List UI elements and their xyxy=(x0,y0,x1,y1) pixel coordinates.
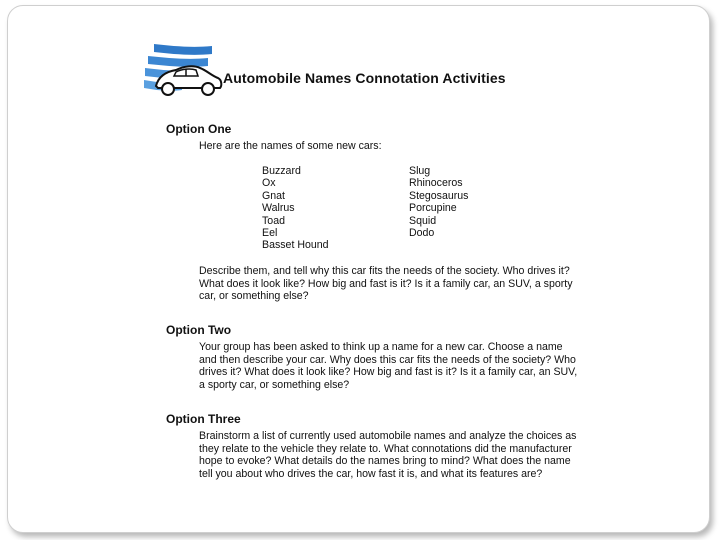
option-two-heading: Option Two xyxy=(166,323,232,337)
option-three-heading: Option Three xyxy=(166,412,241,426)
list-item: Toad xyxy=(262,214,285,227)
list-item: Stegosaurus xyxy=(409,189,469,202)
list-item: Buzzard xyxy=(262,165,301,177)
option-one-intro: Here are the names of some new cars: xyxy=(199,140,382,152)
list-item: Dodo xyxy=(409,226,435,239)
list-item: Rhinoceros xyxy=(409,177,463,190)
option-one-heading: Option One xyxy=(166,122,232,136)
car-names-left-column xyxy=(262,165,329,252)
car-with-speed-lines-icon xyxy=(142,42,224,100)
list-item: Squid xyxy=(409,214,437,227)
list-item: Porcupine xyxy=(409,202,457,215)
list-item: Eel xyxy=(262,226,278,239)
list-item: Gnat xyxy=(262,189,285,202)
option-one-prompt: Describe them, and tell why this car fits the needs of the society. Who drives it? What does it look like? How big and fast is it? Is it a family car, an SUV, a sporty car, or something else? xyxy=(199,265,573,302)
list-item: Walrus xyxy=(262,202,295,215)
document-title: Automobile Names Connotation Activities xyxy=(223,70,506,86)
list-item: Slug xyxy=(409,165,431,177)
list-item: Basset Hound xyxy=(262,239,329,252)
car-names-right-column xyxy=(409,165,468,239)
option-three-text: Brainstorm a list of currently used automobile names and analyze the choices as they relate to the vehicle they relate to. What connotations did the manufacturer hope to evoke? What details do the names bring to mind? What does the name tell you about who drives the car, how fast it is, and what its features are? xyxy=(199,430,577,480)
option-two-text: Your group has been asked to think up a name for a new car. Choose a name and then describe your car. Why does this car fits the needs of the society? Who drives it? What does it look like? How big and fast is it? Is it a family car, an SUV, a sporty car, or something else? xyxy=(199,341,578,391)
list-item: Ox xyxy=(262,177,276,190)
